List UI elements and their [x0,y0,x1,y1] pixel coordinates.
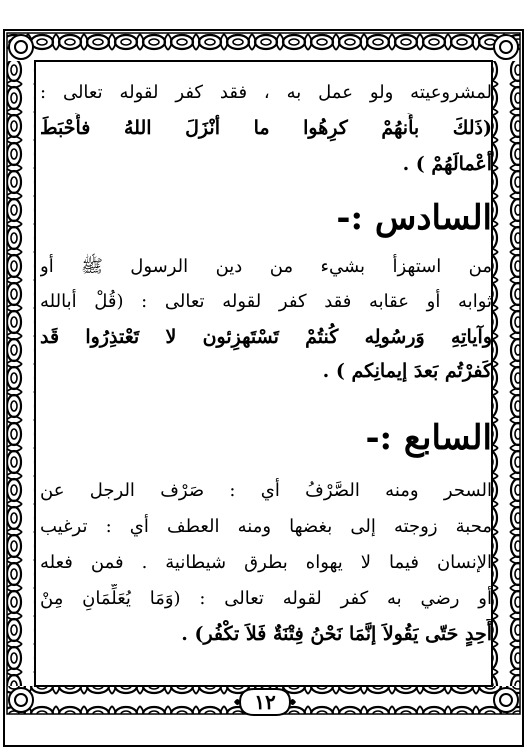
quran-verse-line: (ذَلكَ بأَنهُمْ كرِهُوا ما أنْزَلَ اللهُ فأَحْبَطَ [40,117,492,139]
quran-verse-line: وآياتِهِ وَرسُولِه كُنتُمْ تَسْتَهزِئون لا تَعْتذِرُوا قَد [40,326,492,348]
text-line: السحر ومنه الصَّرْفُ أي : صَرْف الرجل عن [40,480,492,501]
text-line: من استهزأ بشيء من دين الرسول ﷺ أو [40,256,492,277]
section-heading-seventh: السابع :- [365,418,492,458]
text-line: محبة زوجته إلى بغضها ومنه العطف أي : ترغيب [40,516,492,537]
page-number: ١٢ [254,690,276,714]
text-line: لمشروعيته ولو عمل به ، فقد كفر لقوله تعالى : [40,82,492,103]
page-text [40,66,492,684]
text-line: الإنسان فيما لا يهواه بطرق شيطانية . فمن فعله [40,552,492,573]
quran-verse-line: أعْمالَهُمْ ) . [402,153,492,175]
text-line: ثوابه أو عقابه فقد كفر لقوله تعالى : (قُلْ أبالله [40,291,492,312]
quran-verse-line: كَفرْتُم بَعدَ إيمانِكم ) . [322,360,492,382]
quran-verse-line: أَحِدٍ حَتّى يَقُولاَ إنَّمَا نَحْنُ فِتْنَةٌ فَلاَ تكْفُر) . [181,623,492,645]
section-heading-sixth: السادس :- [336,198,492,238]
text-line: أو رضي به كفر لقوله تعالى : (وَمَا يُعَلِّمَانِ مِنْ [40,588,492,609]
page-number-badge [232,686,298,718]
